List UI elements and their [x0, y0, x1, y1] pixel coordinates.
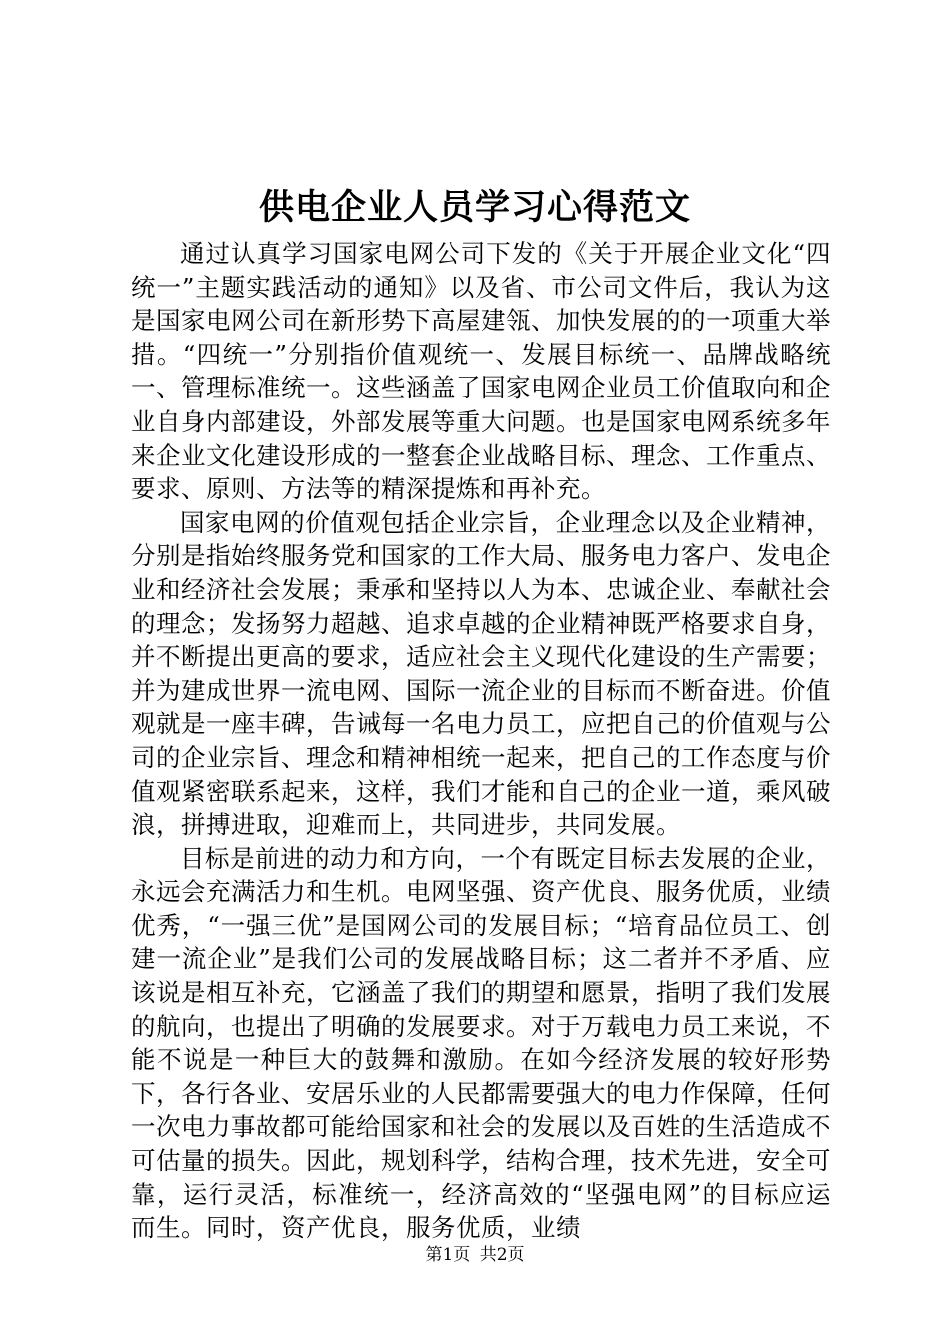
paragraph: 目标是前进的动力和方向，一个有既定目标去发展的企业，永远会充满活力和生机。电网坚强、资产优良、服务优质，业绩优秀，“一强三优”是国网公司的发展目标；“培育品位员工、创建一流企业”是我们公司的发展战略目标；这二者并不矛盾、应该说是相互补充，它涵盖了我们的期望和愿景，指明了我们发展的航向，也提出了明确的发展要求。对于万载电力员工来说，不能不说是一种巨大的鼓舞和激励。在如今经济发展的较好形势下，各行各业、安居乐业的人民都需要强大的电力作保障，任何一次电力事故都可能给国家和社会的发展以及百姓的生活造成不可估量的损失。因此，规划科学，结构合理，技术先进，安全可靠，运行灵活，标准统一，经济高效的“坚强电网”的目标应运而生。同时，资产优良，服务优质，业绩 — [131, 843, 831, 1243]
document-body — [131, 237, 831, 1245]
page-total: 共2页 — [479, 1245, 525, 1265]
page-footer — [0, 1244, 950, 1266]
document-title: 供电企业人员学习心得范文 — [258, 187, 691, 228]
paragraph: 通过认真学习国家电网公司下发的《关于开展企业文化“四统一”主题实践活动的通知》以及省、市公司文件后，我认为这是国家电网公司在新形势下高屋建瓴、加快发展的的一项重大举措。“四统一”分别指价值观统一、发展目标统一、品牌战略统一、管理标准统一。这些涵盖了国家电网企业员工价值取向和企业自身内部建设，外部发展等重大问题。也是国家电网系统多年来企业文化建设形成的一整套企业战略目标、理念、工作重点、要求、原则、方法等的精深提炼和再补充。 — [131, 239, 831, 504]
paragraph: 国家电网的价值观包括企业宗旨，企业理念以及企业精神，分别是指始终服务党和国家的工作大局、服务电力客户、发电企业和经济社会发展；秉承和坚持以人为本、忠诚企业、奉献社会的理念；发扬努力超越、追求卓越的企业精神既严格要求自身，并不断提出更高的要求，适应社会主义现代化建设的生产需要；并为建成世界一流电网、国际一流企业的目标而不断奋进。价值观就是一座丰碑，告诫每一名电力员工，应把自己的价值观与公司的企业宗旨、理念和精神相统一起来，把自己的工作态度与价值观紧密联系起来，这样，我们才能和自己的企业一道，乘风破浪，拼搏进取，迎难而上，共同进步，共同发展。 — [131, 507, 831, 840]
page-number: 第1页 — [425, 1245, 471, 1265]
